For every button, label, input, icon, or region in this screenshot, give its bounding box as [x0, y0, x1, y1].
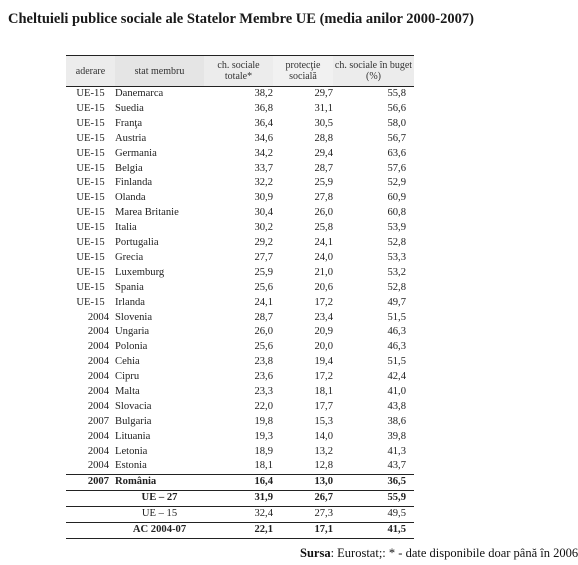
- cell-ch-sociale-buget: 52,8: [387, 237, 406, 249]
- cell-aderare: 2004: [87, 341, 109, 353]
- cell-protectie-sociala: 13,0: [273, 475, 333, 491]
- cell-ch-sociale-buget: 53,9: [387, 222, 406, 234]
- cell-aderare: 2004: [87, 371, 109, 383]
- table-row: [66, 176, 414, 191]
- cell-protectie-sociala: 18,1: [314, 385, 333, 397]
- cell-stat-membru: Spania: [115, 281, 144, 293]
- header-ch-sociale-buget: ch. sociale în buget (%): [333, 56, 414, 87]
- cell-aderare: UE-15: [76, 147, 105, 159]
- cell-ch-sociale-totale: 32,2: [254, 177, 273, 189]
- cell-aderare: UE-15: [76, 117, 105, 129]
- cell-aderare: 2004: [87, 356, 109, 368]
- table-row: [66, 325, 414, 340]
- summary-row: [66, 491, 414, 507]
- cell-protectie-sociala: 17,2: [314, 371, 333, 383]
- cell-aderare: UE-15: [76, 222, 105, 234]
- cell-stat-membru: Bulgaria: [115, 415, 152, 427]
- cell-ch-sociale-totale: 27,7: [254, 251, 273, 263]
- cell-aderare: 2004: [87, 311, 109, 323]
- social-expenditure-table: [66, 55, 414, 539]
- cell-ch-sociale-buget: 60,9: [387, 192, 406, 204]
- cell-stat-membru: Grecia: [115, 251, 144, 263]
- cell-ch-sociale-buget: 51,5: [387, 356, 406, 368]
- cell-aderare: [66, 522, 115, 538]
- cell-ch-sociale-buget: 56,6: [387, 103, 406, 115]
- cell-stat-membru: Marea Britanie: [115, 207, 179, 219]
- cell-ch-sociale-totale: 23,8: [254, 356, 273, 368]
- cell-aderare: UE-15: [76, 88, 105, 100]
- cell-aderare: [66, 491, 115, 507]
- cell-protectie-sociala: 26,7: [273, 491, 333, 507]
- table-row: [66, 429, 414, 444]
- cell-stat-membru: Estonia: [115, 460, 147, 472]
- cell-protectie-sociala: 15,3: [314, 415, 333, 427]
- source-label: Sursa: [300, 546, 331, 560]
- cell-protectie-sociala: 30,5: [314, 117, 333, 129]
- cell-ch-sociale-totale: 19,8: [254, 415, 273, 427]
- cell-protectie-sociala: 25,9: [314, 177, 333, 189]
- cell-protectie-sociala: 17,2: [314, 296, 333, 308]
- cell-aderare: UE-15: [76, 192, 105, 204]
- cell-ch-sociale-buget: 41,5: [333, 522, 414, 538]
- cell-protectie-sociala: 27,3: [273, 506, 333, 522]
- table-row: [66, 132, 414, 147]
- summary-row: [66, 522, 414, 538]
- cell-aderare: UE-15: [76, 251, 105, 263]
- table-row: [66, 206, 414, 221]
- cell-protectie-sociala: 29,7: [314, 88, 333, 100]
- cell-stat-membru: Malta: [115, 385, 140, 397]
- cell-ch-sociale-totale: 33,7: [254, 162, 273, 174]
- cell-ch-sociale-buget: 49,5: [333, 506, 414, 522]
- cell-stat-membru: Suedia: [115, 103, 144, 115]
- cell-aderare: 2004: [87, 430, 109, 442]
- cell-stat-membru: Danemarca: [115, 88, 164, 100]
- cell-aderare: UE-15: [76, 237, 105, 249]
- table-row: [66, 191, 414, 206]
- cell-stat-membru: Franţa: [115, 117, 143, 129]
- cell-stat-membru: UE – 15: [115, 506, 204, 522]
- cell-stat-membru: România: [115, 475, 204, 491]
- cell-ch-sociale-totale: 18,1: [254, 460, 273, 472]
- cell-stat-membru: Slovacia: [115, 400, 152, 412]
- table-row: [66, 459, 414, 474]
- cell-protectie-sociala: 25,8: [314, 222, 333, 234]
- cell-protectie-sociala: 20,9: [314, 326, 333, 338]
- cell-aderare: UE-15: [76, 177, 105, 189]
- header-stat-membru: stat membru: [115, 56, 204, 87]
- cell-ch-sociale-buget: 41,3: [387, 445, 406, 457]
- table-row: [66, 221, 414, 236]
- cell-aderare: 2004: [87, 385, 109, 397]
- cell-protectie-sociala: 20,0: [314, 341, 333, 353]
- cell-ch-sociale-buget: 58,0: [387, 117, 406, 129]
- cell-ch-sociale-buget: 46,3: [387, 326, 406, 338]
- header-protectie-sociala: protecţie socială: [273, 56, 333, 87]
- cell-protectie-sociala: 31,1: [314, 103, 333, 115]
- cell-protectie-sociala: 28,8: [314, 132, 333, 144]
- page-title: Cheltuieli publice sociale ale Statelor Membre UE (media anilor 2000-2007): [8, 11, 474, 27]
- cell-stat-membru: UE – 27: [115, 491, 204, 507]
- cell-stat-membru: Irlanda: [115, 296, 145, 308]
- cell-ch-sociale-totale: 31,9: [204, 491, 273, 507]
- cell-ch-sociale-totale: 25,6: [254, 281, 273, 293]
- cell-ch-sociale-totale: 30,4: [254, 207, 273, 219]
- cell-ch-sociale-totale: 29,2: [254, 237, 273, 249]
- cell-protectie-sociala: 29,4: [314, 147, 333, 159]
- summary-row: [66, 506, 414, 522]
- cell-ch-sociale-totale: 22,1: [204, 522, 273, 538]
- table-row: [66, 147, 414, 162]
- table-row: [66, 385, 414, 400]
- cell-stat-membru: Italia: [115, 222, 137, 234]
- cell-protectie-sociala: 27,8: [314, 192, 333, 204]
- cell-stat-membru: Finlanda: [115, 177, 153, 189]
- cell-ch-sociale-totale: 34,2: [254, 147, 273, 159]
- cell-ch-sociale-totale: 28,7: [254, 311, 273, 323]
- cell-stat-membru: Letonia: [115, 445, 148, 457]
- table-row: [66, 251, 414, 266]
- cell-stat-membru: AC 2004-07: [115, 522, 204, 538]
- cell-ch-sociale-totale: 30,9: [254, 192, 273, 204]
- cell-stat-membru: Lituania: [115, 430, 151, 442]
- cell-ch-sociale-buget: 46,3: [387, 341, 406, 353]
- table-row: [66, 295, 414, 310]
- cell-ch-sociale-buget: 38,6: [387, 415, 406, 427]
- cell-protectie-sociala: 14,0: [314, 430, 333, 442]
- table-row: [66, 400, 414, 415]
- cell-ch-sociale-totale: 19,3: [254, 430, 273, 442]
- header-ch-sociale-totale: ch. sociale totale*: [204, 56, 273, 87]
- cell-ch-sociale-totale: 25,9: [254, 266, 273, 278]
- cell-ch-sociale-totale: 38,2: [254, 88, 273, 100]
- table-row: [66, 355, 414, 370]
- summary-row: [66, 475, 414, 491]
- cell-stat-membru: Polonia: [115, 341, 148, 353]
- cell-ch-sociale-buget: 55,9: [333, 491, 414, 507]
- cell-ch-sociale-totale: 23,6: [254, 371, 273, 383]
- table-row: [66, 415, 414, 430]
- cell-ch-sociale-totale: 30,2: [254, 222, 273, 234]
- cell-ch-sociale-totale: 16,4: [204, 475, 273, 491]
- cell-stat-membru: Olanda: [115, 192, 146, 204]
- cell-aderare: 2004: [87, 445, 109, 457]
- cell-aderare: UE-15: [76, 132, 105, 144]
- cell-aderare: [66, 506, 115, 522]
- table-row: [66, 310, 414, 325]
- cell-ch-sociale-buget: 57,6: [387, 162, 406, 174]
- cell-ch-sociale-buget: 53,3: [387, 251, 406, 263]
- cell-ch-sociale-buget: 53,2: [387, 266, 406, 278]
- cell-ch-sociale-totale: 18,9: [254, 445, 273, 457]
- cell-aderare: UE-15: [76, 207, 105, 219]
- cell-ch-sociale-buget: 42,4: [387, 371, 406, 383]
- cell-ch-sociale-buget: 39,8: [387, 430, 406, 442]
- cell-aderare: UE-15: [76, 103, 105, 115]
- cell-protectie-sociala: 23,4: [314, 311, 333, 323]
- cell-aderare: UE-15: [76, 266, 105, 278]
- cell-ch-sociale-totale: 26,0: [254, 326, 273, 338]
- cell-ch-sociale-totale: 22,0: [254, 400, 273, 412]
- table-row: [66, 444, 414, 459]
- cell-stat-membru: Belgia: [115, 162, 143, 174]
- table-row: [66, 236, 414, 251]
- cell-ch-sociale-buget: 56,7: [387, 132, 406, 144]
- cell-ch-sociale-totale: 25,6: [254, 341, 273, 353]
- cell-aderare: 2007: [87, 415, 109, 427]
- cell-protectie-sociala: 21,0: [314, 266, 333, 278]
- cell-protectie-sociala: 17,1: [273, 522, 333, 538]
- cell-stat-membru: Cehia: [115, 356, 140, 368]
- cell-stat-membru: Luxemburg: [115, 266, 165, 278]
- table-row: [66, 117, 414, 132]
- cell-ch-sociale-buget: 52,8: [387, 281, 406, 293]
- source-text: : Eurostat;: * - date disponibile doar până în 2006: [330, 546, 578, 560]
- table-body: [66, 87, 414, 539]
- source-note: [300, 546, 578, 561]
- cell-stat-membru: Slovenia: [115, 311, 153, 323]
- cell-protectie-sociala: 19,4: [314, 356, 333, 368]
- cell-stat-membru: Cipru: [115, 371, 140, 383]
- cell-ch-sociale-buget: 63,6: [387, 147, 406, 159]
- cell-ch-sociale-buget: 36,5: [333, 475, 414, 491]
- cell-aderare: 2004: [87, 460, 109, 472]
- cell-ch-sociale-buget: 51,5: [387, 311, 406, 323]
- cell-protectie-sociala: 20,6: [314, 281, 333, 293]
- table-row: [66, 161, 414, 176]
- cell-protectie-sociala: 17,7: [314, 400, 333, 412]
- cell-ch-sociale-buget: 41,0: [387, 385, 406, 397]
- cell-aderare: UE-15: [76, 296, 105, 308]
- cell-protectie-sociala: 24,1: [314, 237, 333, 249]
- cell-ch-sociale-totale: 34,6: [254, 132, 273, 144]
- cell-protectie-sociala: 13,2: [314, 445, 333, 457]
- table-row: [66, 281, 414, 296]
- cell-ch-sociale-buget: 60,8: [387, 207, 406, 219]
- cell-ch-sociale-buget: 55,8: [387, 88, 406, 100]
- header-aderare: aderare: [66, 56, 115, 87]
- cell-aderare: UE-15: [76, 281, 105, 293]
- cell-ch-sociale-buget: 52,9: [387, 177, 406, 189]
- cell-ch-sociale-buget: 43,7: [387, 460, 406, 472]
- table-row: [66, 266, 414, 281]
- cell-protectie-sociala: 24,0: [314, 251, 333, 263]
- cell-protectie-sociala: 28,7: [314, 162, 333, 174]
- table-row: [66, 102, 414, 117]
- cell-ch-sociale-buget: 43,8: [387, 400, 406, 412]
- cell-aderare: 2007: [66, 475, 115, 491]
- cell-ch-sociale-totale: 36,4: [254, 117, 273, 129]
- cell-stat-membru: Germania: [115, 147, 157, 159]
- cell-ch-sociale-buget: 49,7: [387, 296, 406, 308]
- table-header-row: [66, 56, 414, 87]
- cell-stat-membru: Austria: [115, 132, 147, 144]
- cell-aderare: 2004: [87, 326, 109, 338]
- cell-ch-sociale-totale: 36,8: [254, 103, 273, 115]
- table-row: [66, 87, 414, 102]
- cell-stat-membru: Ungaria: [115, 326, 150, 338]
- table-row: [66, 370, 414, 385]
- cell-protectie-sociala: 26,0: [314, 207, 333, 219]
- table-row: [66, 340, 414, 355]
- cell-ch-sociale-totale: 32,4: [204, 506, 273, 522]
- cell-ch-sociale-totale: 23,3: [254, 385, 273, 397]
- cell-aderare: 2004: [87, 400, 109, 412]
- cell-aderare: UE-15: [76, 162, 105, 174]
- cell-stat-membru: Portugalia: [115, 237, 159, 249]
- cell-protectie-sociala: 12,8: [314, 460, 333, 472]
- cell-ch-sociale-totale: 24,1: [254, 296, 273, 308]
